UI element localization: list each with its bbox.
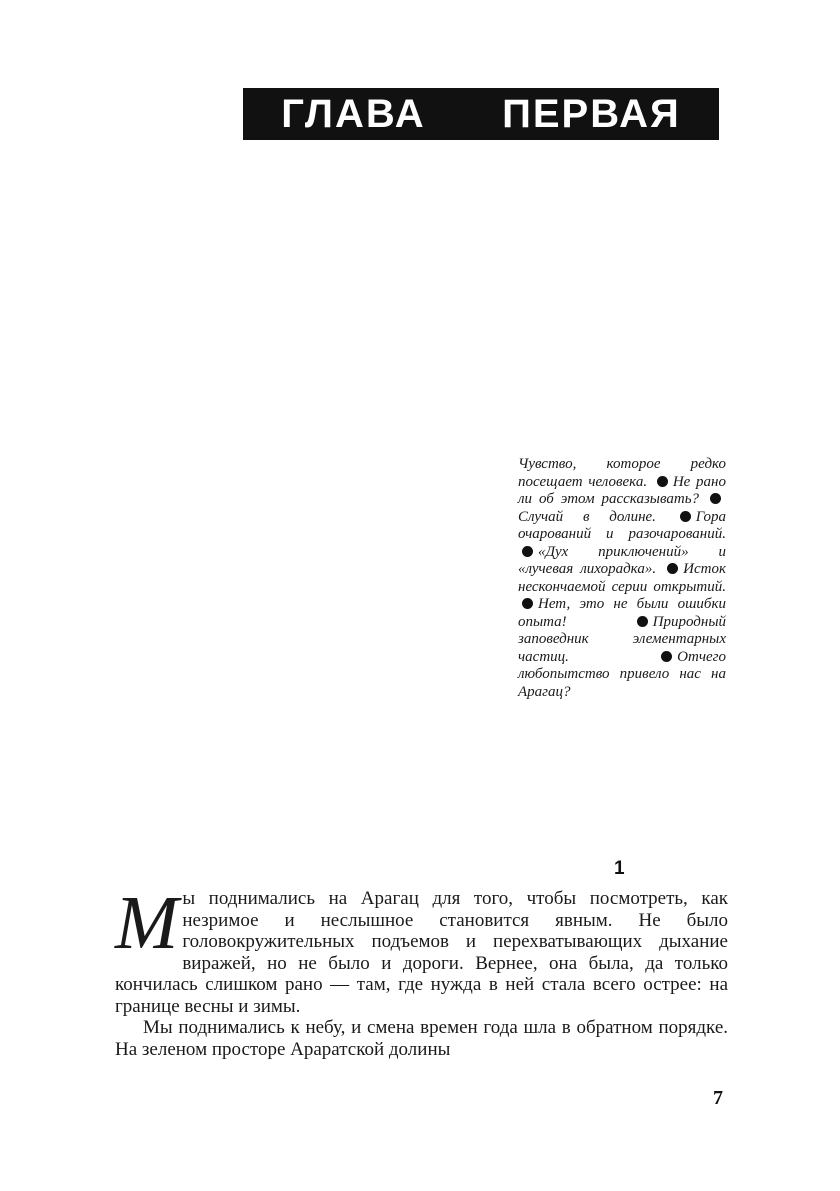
paragraph-text: ы поднимались на Арагац для того, чтобы посмотреть, как незримое и неслышное становится явным. Не было головокружительных подъемов и перехватывающих дыхание виражей, но не было и дороги. Вернее, она была, да только кончилась слишком рано — там, где нужда в ней стала всего острее: на границе весны и зимы.: [115, 888, 728, 1017]
summary-item: Гора очарований и разочарований.: [518, 508, 727, 542]
summary-item: Случай в долине.: [518, 508, 656, 525]
section-number: 1: [614, 858, 625, 879]
bullet-icon: [637, 616, 648, 627]
summary-item: Не рано ли об этом рассказывать?: [518, 473, 726, 507]
bullet-icon: [657, 476, 668, 487]
summary-item: Нет, это не были ошибки опыта!: [518, 596, 726, 630]
chapter-heading-word-1: ГЛАВА: [281, 91, 426, 136]
bullet-icon: [522, 598, 533, 609]
summary-item: Отчего любопытство привело нас на Арагац?: [518, 648, 726, 700]
page-number: 7: [713, 1087, 723, 1109]
summary-item: Чувство, которое редко посещает человека.: [518, 456, 726, 490]
chapter-summary: [518, 456, 726, 701]
paragraph: Мы поднимались к небу, и смена времен года шла в обратном порядке. На зеленом просторе Араратской долины: [115, 1017, 728, 1060]
bullet-icon: [522, 546, 533, 557]
bullet-icon: [710, 493, 721, 504]
bullet-icon: [667, 563, 678, 574]
summary-item: Исток нескончаемой серии открытий.: [518, 561, 726, 595]
body-text: [115, 881, 728, 1060]
bullet-icon: [661, 651, 672, 662]
summary-item: Природный заповедник элементарных частиц.: [518, 613, 726, 665]
chapter-heading-word-2: ПЕРВАЯ: [502, 91, 681, 136]
summary-item: «Дух приключений» и «лучевая лихорадка».: [518, 543, 726, 577]
paragraph: [115, 881, 728, 1017]
bullet-icon: [680, 511, 691, 522]
chapter-heading: [243, 88, 719, 140]
drop-cap: М: [115, 881, 179, 965]
